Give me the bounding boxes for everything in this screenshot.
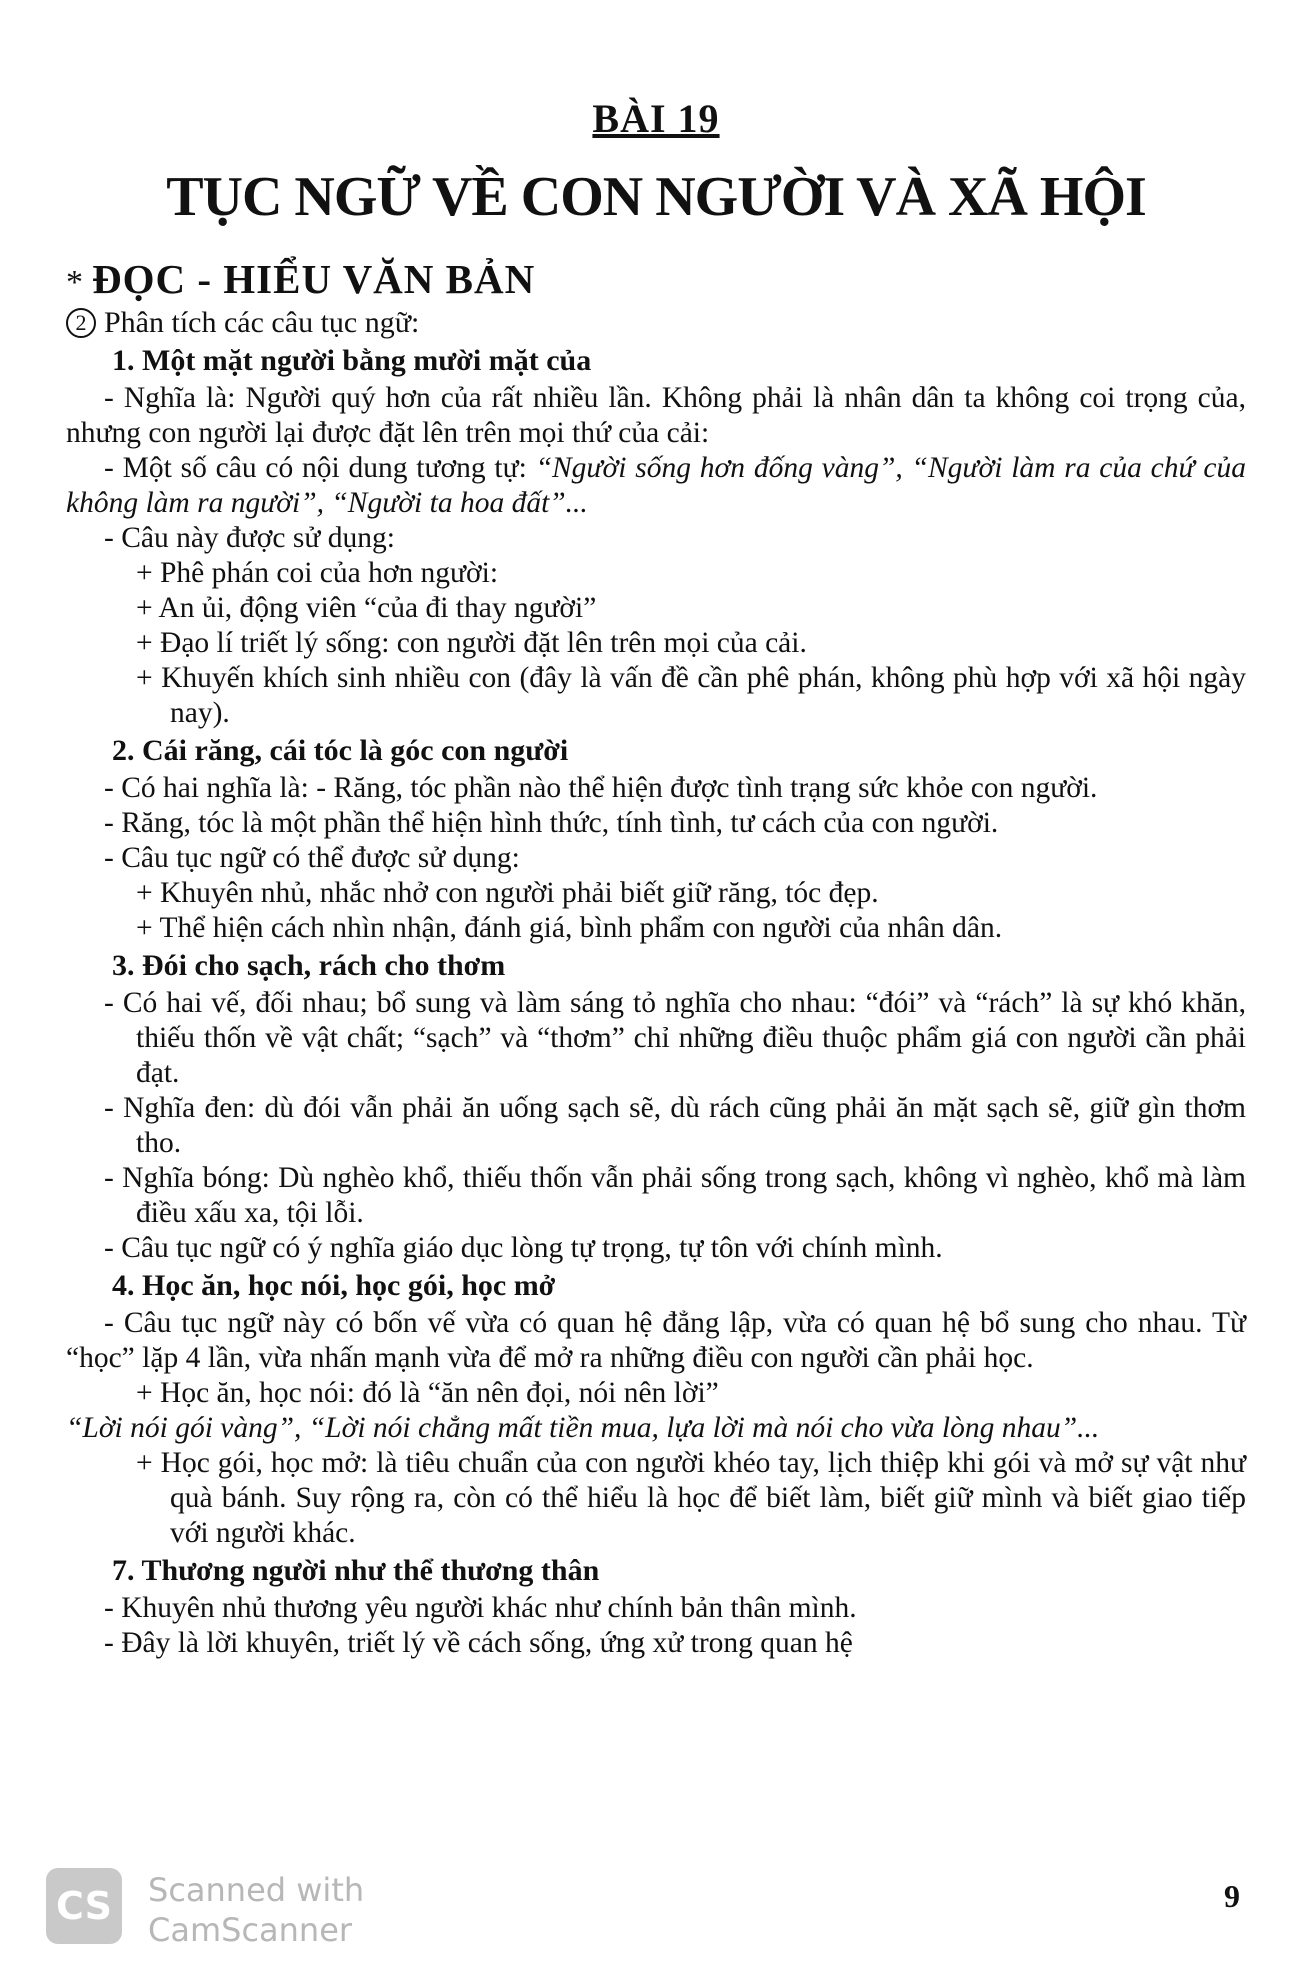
- paragraph: - Nghĩa là: Người quý hơn của rất nhiều lần. Không phải là nhân dân ta không coi trọng của, nhưng con người lại được đặt lên trên mọi thứ của cải:: [66, 382, 1246, 449]
- logo-text: CS: [56, 1884, 112, 1928]
- bullet-item: + Khuyên nhủ, nhắc nhở con người phải biết giữ răng, tóc đẹp.: [136, 877, 879, 909]
- paragraph: - Khuyên nhủ thương yêu người khác như chính bản thân mình.: [104, 1592, 857, 1624]
- paragraph-lead: - Một số câu có nội dung tương tự:: [104, 452, 536, 484]
- intro-line: [66, 305, 1246, 341]
- paragraph: [66, 451, 1246, 521]
- paragraph: - Đây là lời khuyên, triết lý về cách sống, ứng xử trong quan hệ: [104, 1627, 853, 1659]
- paragraph: - Câu tục ngữ này có bốn vế vừa có quan hệ đẳng lập, vừa có quan hệ bổ sung cho nhau. Từ “học” lặp 4 lần, vừa nhấn mạnh vừa để mở ra những điều con người cần phải học.: [66, 1307, 1246, 1374]
- heading-proverb-2: 2. Cái răng, cái tóc là góc con người: [112, 734, 569, 767]
- bullet-item: + Phê phán coi của hơn người:: [136, 557, 499, 589]
- lesson-label: BÀI 19: [592, 96, 720, 141]
- camscanner-logo-icon: [46, 1868, 122, 1944]
- section-star: *: [66, 264, 84, 301]
- paragraph: - Răng, tóc là một phần thể hiện hình thức, tính tình, tư cách của con người.: [104, 807, 999, 839]
- heading-proverb-7: 7. Thương người như thể thương thân: [112, 1554, 600, 1587]
- watermark-line-1: Scanned with: [148, 1871, 365, 1909]
- similar-proverbs: “Người sống hơn đống vàng”, “Người làm ra của chứ của không làm ra người”, “Người ta hoa đất”...: [66, 452, 1246, 519]
- paragraph: - Câu tục ngữ có ý nghĩa giáo dục lòng tự trọng, tự tôn với chính mình.: [104, 1232, 943, 1264]
- bullet-item: + Đạo lí triết lý sống: con người đặt lên trên mọi của cải.: [136, 627, 807, 659]
- circled-number: 2: [66, 308, 96, 338]
- paragraph: - Nghĩa đen: dù đói vẫn phải ăn uống sạch sẽ, dù rách cũng phải ăn mặt sạch sẽ, giữ gìn thơm tho.: [104, 1092, 1246, 1159]
- paragraph: - Có hai nghĩa là: - Răng, tóc phần nào thể hiện được tình trạng sức khỏe con người.: [104, 772, 1098, 804]
- intro-text: Phân tích các câu tục ngữ:: [104, 306, 420, 339]
- bullet-item: + Khuyến khích sinh nhiều con (đây là vấn đề cần phê phán, không phù hợp với xã hội ngày nay).: [136, 662, 1246, 729]
- quote-line: [66, 1411, 1246, 1446]
- paragraph: - Có hai vế, đối nhau; bổ sung và làm sáng tỏ nghĩa cho nhau: “đói” và “rách” là sự khó khăn, thiếu thốn về vật chất; “sạch” và “thơm” chỉ những điều thuộc phẩm giá con người cần phải đạt.: [104, 987, 1246, 1089]
- paragraph: - Nghĩa bóng: Dù nghèo khổ, thiếu thốn vẫn phải sống trong sạch, không vì nghèo, khổ mà làm điều xấu xa, tội lỗi.: [104, 1162, 1246, 1229]
- paragraph: - Câu tục ngữ có thể được sử dụng:: [104, 842, 520, 874]
- content-body: [66, 255, 1246, 1661]
- heading-proverb-3: 3. Đói cho sạch, rách cho thơm: [112, 949, 506, 982]
- bullet-item: + An ủi, động viên “của đi thay người”: [136, 592, 597, 624]
- section-heading: [66, 255, 1246, 303]
- quote-text: “Lời nói gói vàng”, “Lời nói chẳng mất tiền mua, lựa lời mà nói cho vừa lòng nhau”...: [66, 1412, 1100, 1444]
- page-title: TỤC NGỮ VỀ CON NGƯỜI VÀ XÃ HỘI: [166, 166, 1146, 228]
- bullet-item: + Thể hiện cách nhìn nhận, đánh giá, bình phẩm con người của nhân dân.: [136, 912, 1003, 944]
- heading-proverb-4: 4. Học ăn, học nói, học gói, học mở: [112, 1269, 556, 1302]
- scanner-watermark: [148, 1870, 364, 1950]
- heading-proverb-1: 1. Một mặt người bằng mười mặt của: [112, 344, 592, 377]
- page-number: 9: [1224, 1878, 1240, 1914]
- section-title: ĐỌC - HIỂU VĂN BẢN: [92, 256, 536, 302]
- bullet-item: + Học ăn, học nói: đó là “ăn nên đọi, nói nên lời”: [136, 1377, 719, 1409]
- bullet-item: + Học gói, học mở: là tiêu chuẩn của con người khéo tay, lịch thiệp khi gói và mở sự vật như quà bánh. Suy rộng ra, còn có thể hiểu là học để biết làm, biết giữ mình và biết giao tiếp với người khác.: [136, 1447, 1246, 1549]
- paragraph: - Câu này được sử dụng:: [104, 522, 395, 554]
- watermark-line-2: CamScanner: [148, 1911, 353, 1949]
